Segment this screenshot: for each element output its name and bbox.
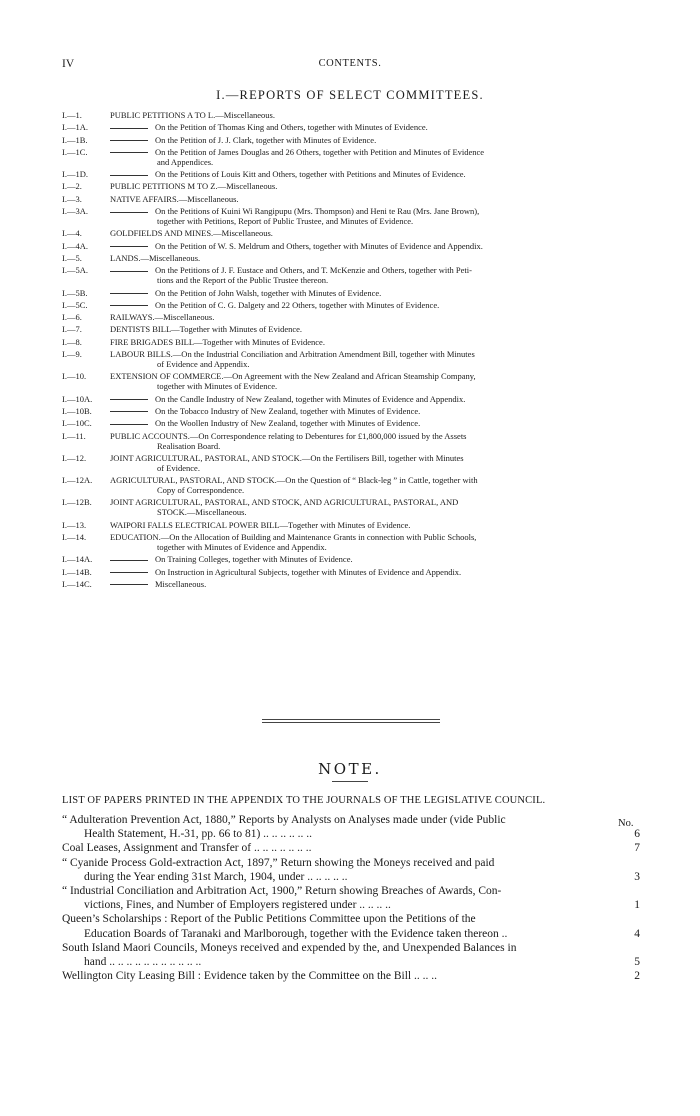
- appendix-paper-title: [62, 969, 614, 983]
- appendix-paper-title: [62, 841, 614, 855]
- report-entry: [0, 265, 700, 285]
- report-description: [110, 194, 646, 204]
- report-entry: [0, 567, 700, 577]
- report-entry: [0, 406, 700, 416]
- report-entry: [0, 394, 700, 404]
- report-code: I.—1C.: [62, 146, 88, 157]
- paper-line-continued: victions, Fines, and Number of Employers registered under .. .. .. ..: [84, 899, 391, 912]
- report-code: I.—10C.: [62, 418, 92, 429]
- appendix-paper-item: [62, 813, 640, 841]
- paper-number: 6: [634, 828, 640, 841]
- report-line: RAILWAYS.—Miscellaneous.: [110, 312, 215, 323]
- paper-number: 7: [634, 842, 640, 855]
- report-code: I.—13.: [62, 519, 87, 530]
- paper-line: Wellington City Leasing Bill : Evidence taken by the Committee on the Bill .. .. ..: [62, 970, 438, 983]
- report-description: [110, 147, 646, 167]
- report-code: I.—10B.: [62, 405, 92, 416]
- note-title: NOTE.: [318, 760, 382, 778]
- report-line-continued: together with Petitions, Report of Public Trustee, and Minutes of Evidence.: [157, 216, 414, 227]
- note-rule: [332, 781, 368, 782]
- report-line-continued: Realisation Board.: [157, 440, 221, 451]
- report-line: GOLDFIELDS AND MINES.—Miscellaneous.: [110, 228, 273, 239]
- report-line: On the Petitions of J. F. Eustace and Others, and T. McKenzie and Others, together with Peti-: [155, 265, 472, 276]
- report-code: I.—5A.: [62, 265, 88, 276]
- ditto-dash: [110, 399, 148, 400]
- report-description: [110, 253, 646, 263]
- report-line: JOINT AGRICULTURAL, PASTORAL, AND STOCK.—On the Fertilisers Bill, together with Minutes: [110, 452, 464, 463]
- report-code: I.—14B.: [62, 566, 92, 577]
- ditto-dash: [110, 140, 148, 141]
- report-description: [110, 431, 646, 451]
- report-line-continued: of Evidence.: [157, 462, 200, 473]
- report-entry: [0, 431, 700, 451]
- report-line-continued: together with Minutes of Evidence.: [157, 381, 278, 392]
- report-entry: [0, 453, 700, 473]
- appendix-paper-title: [62, 856, 614, 884]
- report-description: [110, 497, 646, 517]
- report-entry: [0, 520, 700, 530]
- report-line: On the Petition of C. G. Dalgety and 22 Others, together with Minutes of Evidence.: [155, 299, 440, 310]
- ditto-dash: [110, 128, 148, 129]
- report-line: On the Woollen Industry of New Zealand, together with Minutes of Evidence.: [155, 418, 421, 429]
- ditto-dash: [110, 246, 148, 247]
- report-line: PUBLIC PETITIONS A TO L.—Miscellaneous.: [110, 110, 275, 120]
- paper-number: 1: [634, 899, 640, 912]
- report-description: [110, 453, 646, 473]
- report-line: JOINT AGRICULTURAL, PASTORAL, AND STOCK, AND AGRICULTURAL, PASTORAL, AND: [110, 497, 459, 508]
- report-line: On the Petition of W. S. Meldrum and Others, together with Minutes of Evidence and Appendix.: [155, 240, 483, 251]
- appendix-paper-item: [62, 969, 640, 983]
- paper-line-continued: Health Statement, H.-31, pp. 66 to 81) .. .. .. .. .. ..: [84, 828, 313, 841]
- ditto-dash: [110, 271, 148, 272]
- report-code: I.—14C.: [62, 578, 92, 589]
- page-header: [0, 58, 700, 72]
- appendix-papers-list: [62, 813, 640, 983]
- paper-number: 3: [634, 870, 640, 883]
- paper-line-continued: hand .. .. .. .. .. .. .. .. .. .. ..: [84, 956, 202, 969]
- appendix-paper-title: [62, 941, 614, 969]
- report-entry: [0, 228, 700, 238]
- report-line: On the Candle Industry of New Zealand, together with Minutes of Evidence and Appendix.: [155, 393, 466, 404]
- appendix-paper-title: [62, 813, 614, 841]
- report-description: [110, 241, 646, 251]
- report-code: I.—11.: [62, 430, 86, 441]
- report-line: LABOUR BILLS.—On the Industrial Conciliation and Arbitration Amendment Bill, together with Minutes: [110, 349, 475, 360]
- report-entry: [0, 169, 700, 179]
- number-column-header: No.: [618, 818, 634, 829]
- report-description: [110, 371, 646, 391]
- report-line: On the Petitions of Louis Kitt and Others, together with Petitions and Minutes of Evidence.: [155, 169, 466, 180]
- report-line: DENTISTS BILL—Together with Minutes of Evidence.: [110, 324, 303, 335]
- report-code: I.—3.: [62, 193, 82, 204]
- report-code: I.—1.: [62, 110, 82, 120]
- report-line-continued: of Evidence and Appendix.: [157, 359, 250, 370]
- report-code: I.—12A.: [62, 475, 93, 486]
- report-code: I.—4.: [62, 228, 82, 239]
- section-title: I.—REPORTS OF SELECT COMMITTEES.: [216, 88, 484, 102]
- ditto-dash: [110, 152, 148, 153]
- running-title: CONTENTS.: [318, 58, 382, 69]
- report-line: FIRE BRIGADES BILL—Together with Minutes of Evidence.: [110, 336, 325, 347]
- appendix-paper-item: [62, 841, 640, 855]
- report-entry: [0, 147, 700, 167]
- report-entry: [0, 253, 700, 263]
- report-code: I.—14.: [62, 532, 87, 543]
- report-line: On the Petition of Thomas King and Others, together with Minutes of Evidence.: [155, 122, 428, 133]
- report-line: On Training Colleges, together with Minutes of Evidence.: [155, 554, 353, 565]
- report-entry: [0, 194, 700, 204]
- ditto-dash: [110, 572, 148, 573]
- report-description: [110, 228, 646, 238]
- report-description: [110, 312, 646, 322]
- ditto-dash: [110, 411, 148, 412]
- appendix-paper-item: [62, 912, 640, 940]
- report-entry: [0, 312, 700, 322]
- report-entry: [0, 579, 700, 589]
- ditto-dash: [110, 305, 148, 306]
- appendix-paper-item: [62, 941, 640, 969]
- report-line-continued: together with Minutes of Evidence and Appendix.: [157, 542, 327, 553]
- report-description: [110, 554, 646, 564]
- report-entry: [0, 324, 700, 334]
- report-description: [110, 349, 646, 369]
- appendix-paper-item: [62, 884, 640, 912]
- report-entry: [0, 418, 700, 428]
- report-entry: [0, 135, 700, 145]
- report-code: I.—14A.: [62, 554, 93, 565]
- report-description: [110, 300, 646, 310]
- report-line-continued: and Appendices.: [157, 156, 214, 167]
- report-line: EXTENSION OF COMMERCE.—On Agreement with the New Zealand and African Steamship Company,: [110, 371, 476, 382]
- report-description: [110, 324, 646, 334]
- report-entry: [0, 122, 700, 132]
- paper-number: 4: [634, 927, 640, 940]
- report-description: [110, 288, 646, 298]
- ditto-dash: [110, 584, 148, 585]
- report-line: WAIPORI FALLS ELECTRICAL POWER BILL—Together with Minutes of Evidence.: [110, 519, 411, 530]
- report-line: On the Petition of J. J. Clark, together with Minutes of Evidence.: [155, 134, 377, 145]
- report-description: [110, 532, 646, 552]
- report-entry: [0, 532, 700, 552]
- ditto-dash: [110, 424, 148, 425]
- paper-line-continued: during the Year ending 31st March, 1904, under .. .. .. .. ..: [84, 870, 348, 883]
- report-line: EDUCATION.—On the Allocation of Building and Maintenance Grants in connection with Public Schools,: [110, 532, 477, 543]
- report-description: [110, 406, 646, 416]
- ditto-dash: [110, 293, 148, 294]
- report-code: I.—12B.: [62, 497, 92, 508]
- report-code: I.—10A.: [62, 393, 93, 404]
- page-numeral: IV: [62, 58, 75, 70]
- report-description: [110, 206, 646, 226]
- section-divider: [262, 719, 440, 720]
- report-description: [110, 394, 646, 404]
- report-line: On the Petition of John Walsh, together with Minutes of Evidence.: [155, 287, 382, 298]
- report-entry: [0, 337, 700, 347]
- report-entry: [0, 475, 700, 495]
- report-line: PUBLIC ACCOUNTS.—On Correspondence relating to Debentures for £1,800,000 issued by the Assets: [110, 430, 467, 441]
- report-description: [110, 567, 646, 577]
- report-description: [110, 265, 646, 285]
- paper-number: 2: [634, 970, 640, 983]
- report-code: I.—6.: [62, 312, 82, 323]
- paper-line: “ Cyanide Process Gold-extraction Act, 1897,” Return showing the Moneys received and paid: [62, 856, 495, 869]
- report-code: I.—1D.: [62, 169, 88, 180]
- report-code: I.—5.: [62, 252, 82, 263]
- report-code: I.—9.: [62, 349, 82, 360]
- report-entry: [0, 181, 700, 191]
- report-code: I.—10.: [62, 371, 87, 382]
- committee-reports-list: [0, 110, 700, 591]
- report-code: I.—8.: [62, 336, 82, 347]
- report-line: On the Petitions of Kuini Wi Rangipupu (Mrs. Thompson) and Heni te Rau (Mrs. Jane Brown),: [155, 206, 480, 217]
- report-entry: [0, 288, 700, 298]
- report-code: I.—3A.: [62, 206, 88, 217]
- report-line: PUBLIC PETITIONS M TO Z.—Miscellaneous.: [110, 181, 278, 192]
- report-line: AGRICULTURAL, PASTORAL, AND STOCK.—On the Question of “ Black-leg ” in Cattle, together with: [110, 475, 478, 486]
- report-line: On Instruction in Agricultural Subjects, together with Minutes of Evidence and Appendix.: [155, 566, 462, 577]
- report-description: [110, 135, 646, 145]
- report-description: [110, 337, 646, 347]
- report-entry: [0, 554, 700, 564]
- report-code: I.—7.: [62, 324, 82, 335]
- report-line-continued: Copy of Correspondence.: [157, 485, 245, 496]
- report-code: I.—1A.: [62, 122, 88, 133]
- report-entry: [0, 349, 700, 369]
- report-line: On the Petition of James Douglas and 26 Others, together with Petition and Minutes of Evidence: [155, 146, 485, 157]
- report-line: On the Tobacco Industry of New Zealand, together with Minutes of Evidence.: [155, 405, 421, 416]
- report-line: Miscellaneous.: [155, 578, 207, 589]
- paper-line: Queen’s Scholarships : Report of the Public Petitions Committee upon the Petitions of the: [62, 913, 476, 926]
- report-description: [110, 122, 646, 132]
- report-entry: [0, 300, 700, 310]
- paper-number: 5: [634, 956, 640, 969]
- report-entry: [0, 110, 700, 120]
- report-entry: [0, 206, 700, 226]
- report-code: I.—1B.: [62, 134, 88, 145]
- report-code: I.—5B.: [62, 287, 88, 298]
- report-line-continued: tions and the Report of the Public Trustee thereon.: [157, 275, 329, 286]
- appendix-paper-title: [62, 912, 614, 940]
- report-entry: [0, 497, 700, 517]
- report-line-continued: STOCK.—Miscellaneous.: [157, 507, 247, 518]
- section-divider: [262, 722, 440, 723]
- paper-line: Coal Leases, Assignment and Transfer of .. .. .. .. .. .. ..: [62, 842, 312, 855]
- report-code: I.—5C.: [62, 299, 88, 310]
- report-description: [110, 475, 646, 495]
- ditto-dash: [110, 560, 148, 561]
- report-code: I.—2.: [62, 181, 82, 192]
- paper-line: “ Industrial Conciliation and Arbitration Act, 1900,” Return showing Breaches of Awards, Con-: [62, 885, 502, 898]
- ditto-dash: [110, 212, 148, 213]
- paper-line: “ Adulteration Prevention Act, 1880,” Reports by Analysts on Analyses made under (vide Public: [62, 814, 506, 826]
- report-description: [110, 169, 646, 179]
- appendix-paper-item: [62, 856, 640, 884]
- report-entry: [0, 371, 700, 391]
- appendix-list-title: LIST OF PAPERS PRINTED IN THE APPENDIX TO THE JOURNALS OF THE LEGISLATIVE COUNCIL.: [62, 795, 546, 806]
- report-description: [110, 110, 646, 120]
- report-entry: [0, 241, 700, 251]
- paper-line-continued: Education Boards of Taranaki and Marlborough, together with the Evidence taken thereon ..: [84, 927, 508, 940]
- appendix-paper-title: [62, 884, 614, 912]
- report-description: [110, 520, 646, 530]
- report-line: NATIVE AFFAIRS.—Miscellaneous.: [110, 193, 239, 204]
- ditto-dash: [110, 175, 148, 176]
- paper-line: South Island Maori Councils, Moneys received and expended by the, and Unexpended Balances in: [62, 941, 517, 954]
- report-line: LANDS.—Miscellaneous.: [110, 252, 201, 263]
- report-description: [110, 181, 646, 191]
- report-description: [110, 418, 646, 428]
- report-description: [110, 579, 646, 589]
- report-code: I.—4A.: [62, 240, 88, 251]
- report-code: I.—12.: [62, 452, 87, 463]
